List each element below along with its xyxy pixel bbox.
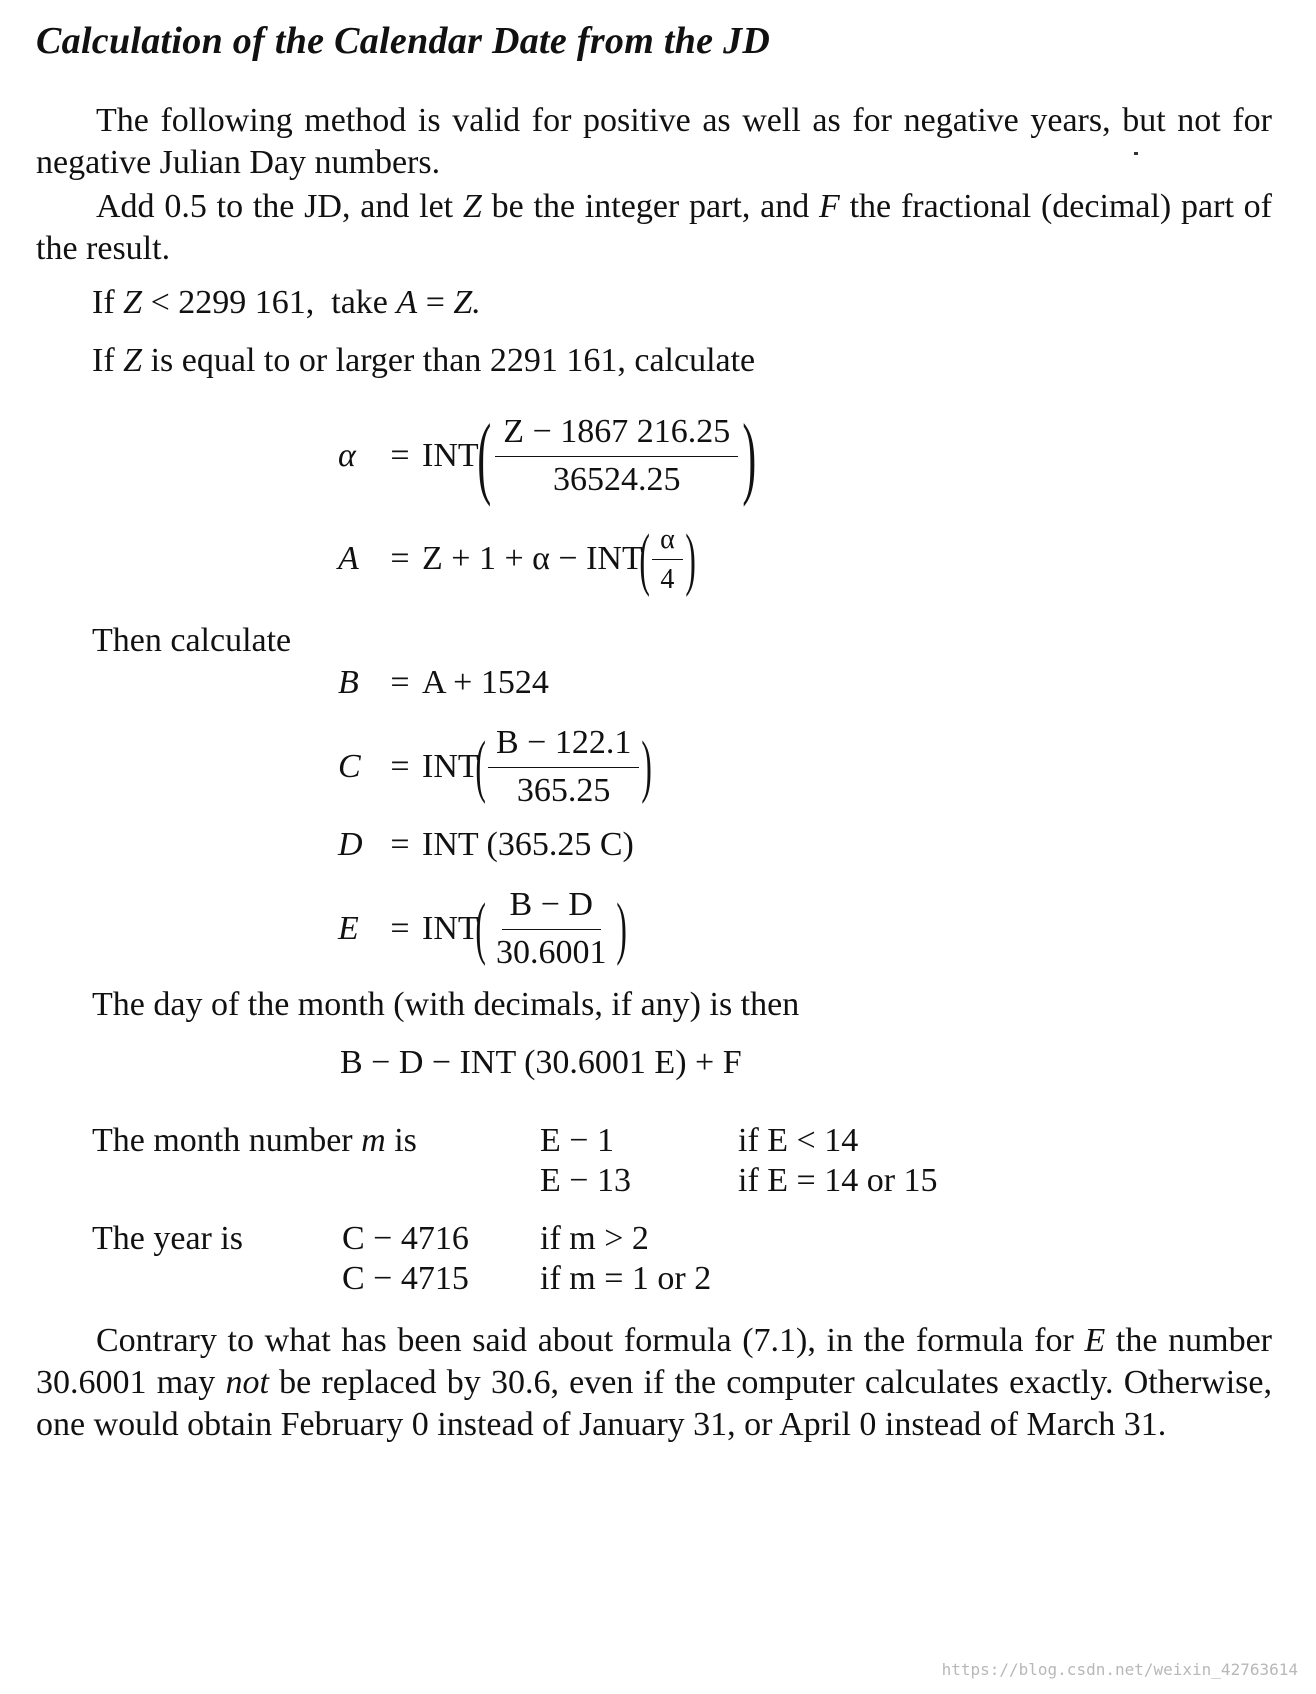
watermark-url: https://blog.csdn.net/weixin_42763614 [941, 1660, 1298, 1679]
year-expr-2: C − 4715 [342, 1260, 469, 1297]
paragraph-contrary: Contrary to what has been said about formula (7.1), in the formula for E the number 30.6001 may not be replaced by 30.6, even if the computer calculates exactly. Otherwise, one would obtain February 0 instead of January 31, or April 0 instead of March 31. [36, 1322, 1272, 1443]
year-label: The year is [92, 1220, 244, 1257]
month-cond-1: if E < 14 [738, 1122, 859, 1159]
equation-b: B = A + 1524 [338, 664, 549, 701]
month-cond-2: if E = 14 or 15 [738, 1162, 938, 1199]
equation-c: C = INT ( $\frac{B - 122.1}{365.25}$ ) [338, 722, 649, 812]
equation-d: D = INT (365.25 C) [338, 826, 634, 863]
year-cond-2: if m = 1 or 2 [540, 1260, 712, 1297]
fraction-alpha-over-4: $\frac{\alpha}{4}$ [652, 522, 683, 597]
equation-e: E = INT ( $\frac{B - D}{30.6001}$ ) [338, 884, 624, 974]
paragraph-intro: The following method is valid for positive as well as for negative years, but not for negative Julian Day numbers. [36, 102, 1272, 181]
condition-z-greater: If Z is equal to or larger than 2291 161, calculate [92, 342, 756, 379]
month-expr-2: E − 13 [540, 1162, 631, 1199]
condition-z-less: If Z < 2299 161, take A = Z. [92, 284, 481, 321]
fraction-c: $\frac{B - 122.1}{365.25}$ [488, 722, 639, 812]
then-calculate: Then calculate [92, 622, 292, 659]
month-expr-1: E − 1 [540, 1122, 614, 1159]
year-expr-1: C − 4716 [342, 1220, 469, 1257]
section-title: Calculation of the Calendar Date from the JD [36, 20, 771, 62]
month-label: The month number m is [92, 1122, 417, 1159]
day-of-month-text: The day of the month (with decimals, if any) is then [92, 986, 800, 1023]
year-cond-1: if m > 2 [540, 1220, 649, 1257]
stray-dot [1134, 152, 1138, 155]
day-formula: B − D − INT (30.6001 E) + F [340, 1044, 742, 1081]
fraction-e: $\frac{B - D}{30.6001}$ [495, 886, 607, 971]
paragraph-add-half: Add 0.5 to the JD, and let Z be the integer part, and F the fractional (decimal) part of the result. [36, 188, 1272, 267]
fraction-alpha: $\frac{Z - 1867 216.25}{36524.25}$ [495, 411, 738, 501]
equation-a: A = Z + 1 + α − INT ( $\frac{\alpha}{4}$ ) [338, 520, 696, 598]
equation-alpha: α = INT ( $\frac{Z - 1867 216.25}{36524.25}$ ) [338, 405, 757, 507]
